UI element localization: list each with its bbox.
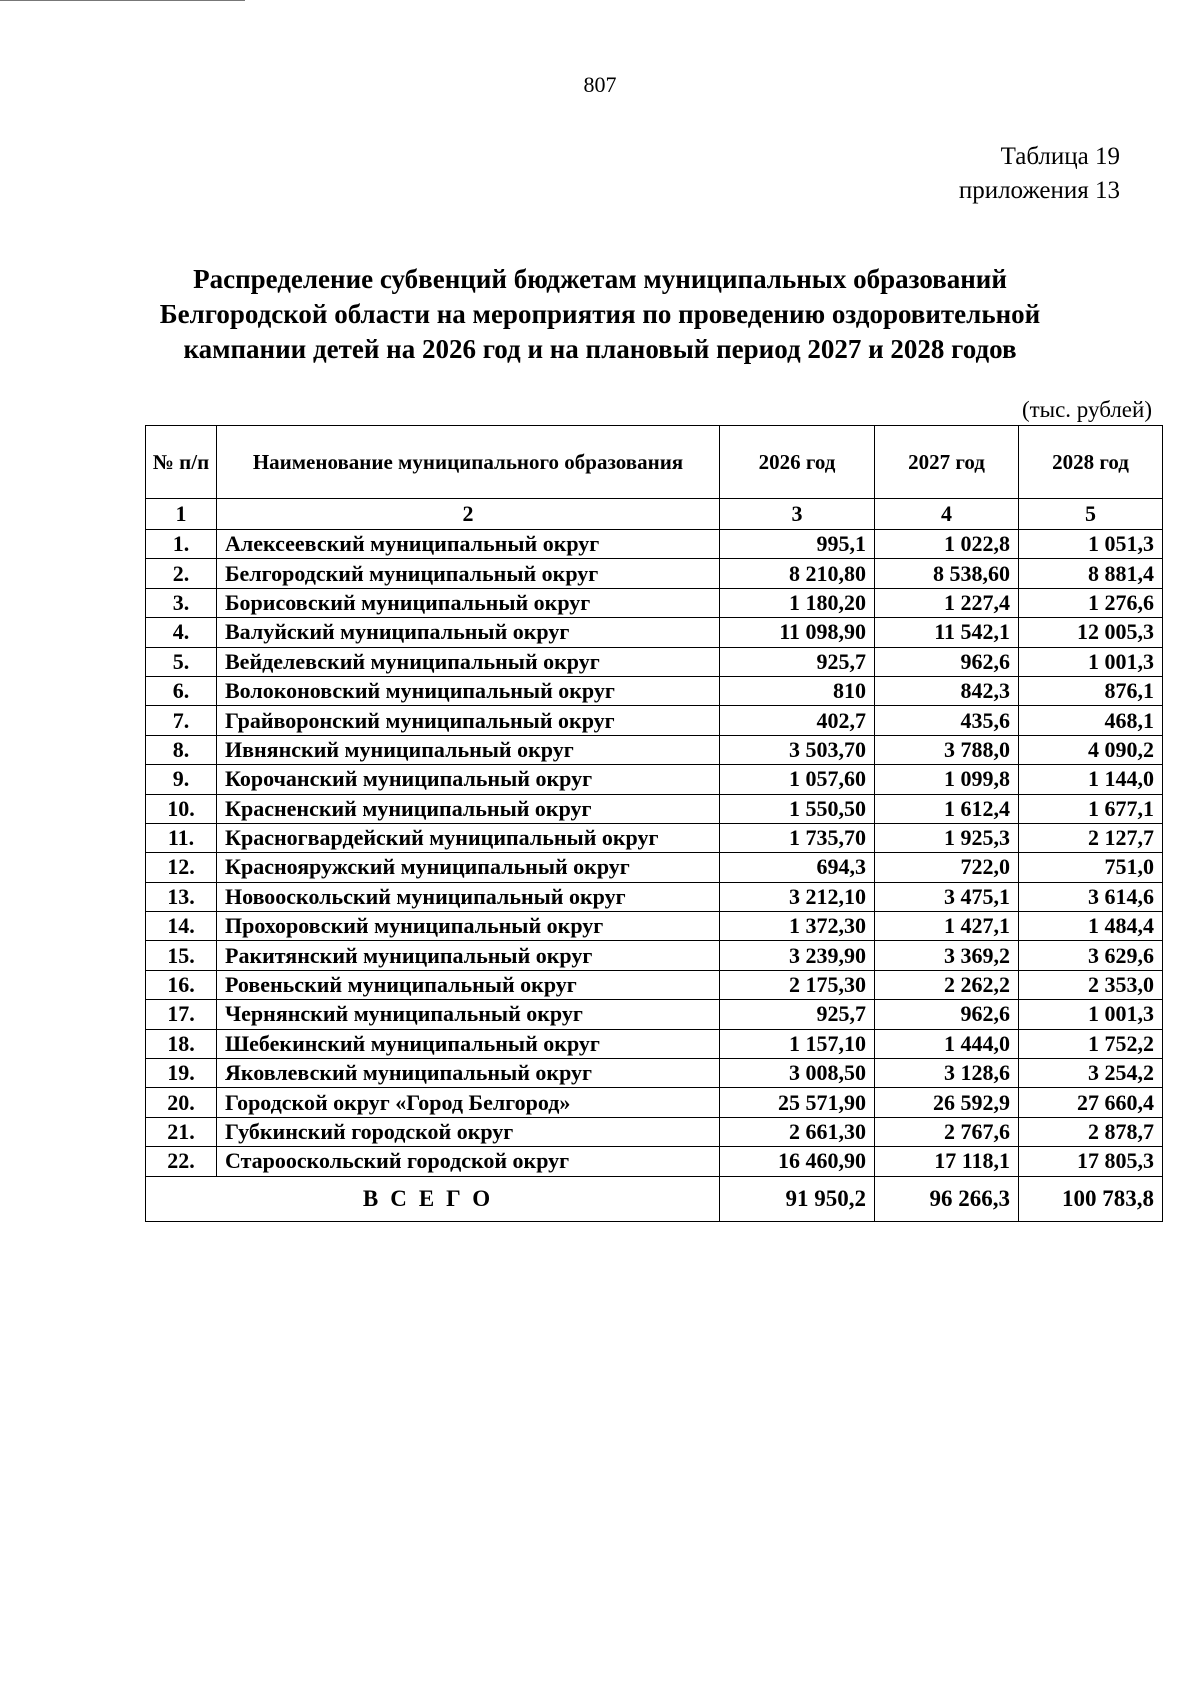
table-row — [146, 647, 1163, 676]
value-2026: 3 503,70 — [720, 735, 875, 764]
header-name: Наименование муниципального образования — [217, 426, 720, 499]
row-number: 17. — [146, 1000, 217, 1029]
column-index: 2 — [217, 499, 720, 530]
value-2026: 694,3 — [720, 853, 875, 882]
value-2028: 4 090,2 — [1019, 735, 1163, 764]
value-2028: 1 001,3 — [1019, 1000, 1163, 1029]
table-row — [146, 823, 1163, 852]
municipality-name: Валуйский муниципальный округ — [217, 618, 720, 647]
table-row — [146, 706, 1163, 735]
table-row — [146, 735, 1163, 764]
table-row — [146, 1000, 1163, 1029]
value-2028: 468,1 — [1019, 706, 1163, 735]
table-row — [146, 530, 1163, 559]
row-number: 20. — [146, 1088, 217, 1117]
row-number: 6. — [146, 676, 217, 705]
municipality-name: Яковлевский муниципальный округ — [217, 1059, 720, 1088]
municipality-name: Губкинский городской округ — [217, 1117, 720, 1146]
document-title — [100, 262, 1100, 367]
table-row — [146, 1147, 1163, 1176]
value-2027: 3 475,1 — [875, 882, 1019, 911]
table-row — [146, 588, 1163, 617]
value-2026: 995,1 — [720, 530, 875, 559]
column-index: 4 — [875, 499, 1019, 530]
value-2027: 842,3 — [875, 676, 1019, 705]
value-2028: 2 127,7 — [1019, 823, 1163, 852]
row-number: 3. — [146, 588, 217, 617]
municipality-name: Чернянский муниципальный округ — [217, 1000, 720, 1029]
value-2027: 962,6 — [875, 1000, 1019, 1029]
row-number: 4. — [146, 618, 217, 647]
value-2027: 3 369,2 — [875, 941, 1019, 970]
value-2028: 751,0 — [1019, 853, 1163, 882]
total-label: ВСЕГО — [146, 1176, 720, 1221]
value-2026: 1 180,20 — [720, 588, 875, 617]
value-2028: 12 005,3 — [1019, 618, 1163, 647]
value-2027: 1 925,3 — [875, 823, 1019, 852]
table-body — [146, 530, 1163, 1222]
table-row — [146, 1117, 1163, 1146]
municipality-name: Вейделевский муниципальный округ — [217, 647, 720, 676]
header-2026: 2026 год — [720, 426, 875, 499]
value-2028: 3 254,2 — [1019, 1059, 1163, 1088]
value-2026: 3 008,50 — [720, 1059, 875, 1088]
value-2028: 1 276,6 — [1019, 588, 1163, 617]
municipality-name: Грайворонский муниципальный округ — [217, 706, 720, 735]
value-2026: 1 372,30 — [720, 912, 875, 941]
title-line-1: Распределение субвенций бюджетам муниципальных образований — [193, 264, 1007, 294]
table-row — [146, 559, 1163, 588]
value-2028: 1 001,3 — [1019, 647, 1163, 676]
value-2026: 16 460,90 — [720, 1147, 875, 1176]
table-caption — [959, 140, 1120, 208]
value-2028: 27 660,4 — [1019, 1088, 1163, 1117]
row-number: 11. — [146, 823, 217, 852]
value-2026: 925,7 — [720, 1000, 875, 1029]
value-2027: 1 227,4 — [875, 588, 1019, 617]
municipality-name: Белгородский муниципальный округ — [217, 559, 720, 588]
table-row — [146, 1029, 1163, 1058]
value-2026: 2 175,30 — [720, 970, 875, 999]
row-number: 18. — [146, 1029, 217, 1058]
table-row — [146, 618, 1163, 647]
municipality-name: Краснояружский муниципальный округ — [217, 853, 720, 882]
municipality-name: Старооскольский городской округ — [217, 1147, 720, 1176]
title-line-3: кампании детей на 2026 год и на плановый период 2027 и 2028 годов — [183, 334, 1017, 364]
header-2027: 2027 год — [875, 426, 1019, 499]
value-2027: 17 118,1 — [875, 1147, 1019, 1176]
value-2026: 8 210,80 — [720, 559, 875, 588]
column-index: 5 — [1019, 499, 1163, 530]
value-2027: 3 128,6 — [875, 1059, 1019, 1088]
value-2027: 1 022,8 — [875, 530, 1019, 559]
value-2026: 25 571,90 — [720, 1088, 875, 1117]
value-2027: 8 538,60 — [875, 559, 1019, 588]
value-2026: 2 661,30 — [720, 1117, 875, 1146]
value-2027: 2 767,6 — [875, 1117, 1019, 1146]
caption-appendix: приложения 13 — [958, 177, 1120, 204]
value-2028: 8 881,4 — [1019, 559, 1163, 588]
row-number: 15. — [146, 941, 217, 970]
municipality-name: Ракитянский муниципальный округ — [217, 941, 720, 970]
row-number: 1. — [146, 530, 217, 559]
value-2027: 1 612,4 — [875, 794, 1019, 823]
municipality-name: Красненский муниципальный округ — [217, 794, 720, 823]
column-index-row — [146, 499, 1163, 530]
row-number: 13. — [146, 882, 217, 911]
municipality-name: Новооскольский муниципальный округ — [217, 882, 720, 911]
row-number: 12. — [146, 853, 217, 882]
value-2027: 1 099,8 — [875, 765, 1019, 794]
value-2028: 2 353,0 — [1019, 970, 1163, 999]
page-number: 807 — [583, 72, 617, 97]
row-number: 14. — [146, 912, 217, 941]
table-row — [146, 970, 1163, 999]
table-row — [146, 794, 1163, 823]
value-2028: 1 484,4 — [1019, 912, 1163, 941]
value-2028: 3 629,6 — [1019, 941, 1163, 970]
municipality-name: Борисовский муниципальный округ — [217, 588, 720, 617]
row-number: 9. — [146, 765, 217, 794]
caption-table-number: Таблица 19 — [1000, 143, 1120, 170]
municipality-name: Красногвардейский муниципальный округ — [217, 823, 720, 852]
row-number: 7. — [146, 706, 217, 735]
value-2027: 962,6 — [875, 647, 1019, 676]
header-2028: 2028 год — [1019, 426, 1163, 499]
total-2026: 91 950,2 — [720, 1176, 875, 1221]
column-index: 3 — [720, 499, 875, 530]
table-row — [146, 676, 1163, 705]
municipality-name: Ивнянский муниципальный округ — [217, 735, 720, 764]
municipality-name: Городской округ «Город Белгород» — [217, 1088, 720, 1117]
title-line-2: Белгородской области на мероприятия по проведению оздоровительной — [159, 299, 1041, 329]
municipality-name: Алексеевский муниципальный округ — [217, 530, 720, 559]
table-row — [146, 1088, 1163, 1117]
total-2027: 96 266,3 — [875, 1176, 1019, 1221]
municipality-name: Ровеньский муниципальный округ — [217, 970, 720, 999]
value-2028: 2 878,7 — [1019, 1117, 1163, 1146]
row-number: 10. — [146, 794, 217, 823]
header-num: № п/п — [146, 426, 217, 499]
value-2026: 3 239,90 — [720, 941, 875, 970]
value-2026: 3 212,10 — [720, 882, 875, 911]
row-number: 19. — [146, 1059, 217, 1088]
value-2027: 2 262,2 — [875, 970, 1019, 999]
value-2026: 1 550,50 — [720, 794, 875, 823]
municipality-name: Корочанский муниципальный округ — [217, 765, 720, 794]
value-2026: 11 098,90 — [720, 618, 875, 647]
table-row — [146, 941, 1163, 970]
row-number: 2. — [146, 559, 217, 588]
table-header-row — [146, 426, 1163, 499]
value-2028: 1 144,0 — [1019, 765, 1163, 794]
value-2028: 1 051,3 — [1019, 530, 1163, 559]
value-2026: 1 057,60 — [720, 765, 875, 794]
table-row — [146, 882, 1163, 911]
total-row — [146, 1176, 1163, 1221]
value-2027: 3 788,0 — [875, 735, 1019, 764]
value-2026: 925,7 — [720, 647, 875, 676]
units-label: (тыс. рублей) — [1021, 397, 1152, 422]
row-number: 22. — [146, 1147, 217, 1176]
value-2027: 26 592,9 — [875, 1088, 1019, 1117]
value-2026: 1 735,70 — [720, 823, 875, 852]
value-2027: 722,0 — [875, 853, 1019, 882]
value-2028: 1 752,2 — [1019, 1029, 1163, 1058]
row-number: 8. — [146, 735, 217, 764]
column-index: 1 — [146, 499, 217, 530]
municipality-name: Волоконовский муниципальный округ — [217, 676, 720, 705]
table-row — [146, 912, 1163, 941]
row-number: 16. — [146, 970, 217, 999]
value-2028: 1 677,1 — [1019, 794, 1163, 823]
value-2027: 11 542,1 — [875, 618, 1019, 647]
value-2028: 3 614,6 — [1019, 882, 1163, 911]
total-2028: 100 783,8 — [1019, 1176, 1163, 1221]
value-2028: 876,1 — [1019, 676, 1163, 705]
row-number: 5. — [146, 647, 217, 676]
value-2026: 810 — [720, 676, 875, 705]
table-row — [146, 1059, 1163, 1088]
table-row — [146, 765, 1163, 794]
value-2026: 1 157,10 — [720, 1029, 875, 1058]
subvention-table — [145, 425, 1163, 1222]
value-2026: 402,7 — [720, 706, 875, 735]
municipality-name: Шебекинский муниципальный округ — [217, 1029, 720, 1058]
table-row — [146, 853, 1163, 882]
value-2027: 435,6 — [875, 706, 1019, 735]
scan-edge-line — [0, 0, 245, 1]
value-2028: 17 805,3 — [1019, 1147, 1163, 1176]
municipality-name: Прохоровский муниципальный округ — [217, 912, 720, 941]
row-number: 21. — [146, 1117, 217, 1146]
value-2027: 1 427,1 — [875, 912, 1019, 941]
value-2027: 1 444,0 — [875, 1029, 1019, 1058]
